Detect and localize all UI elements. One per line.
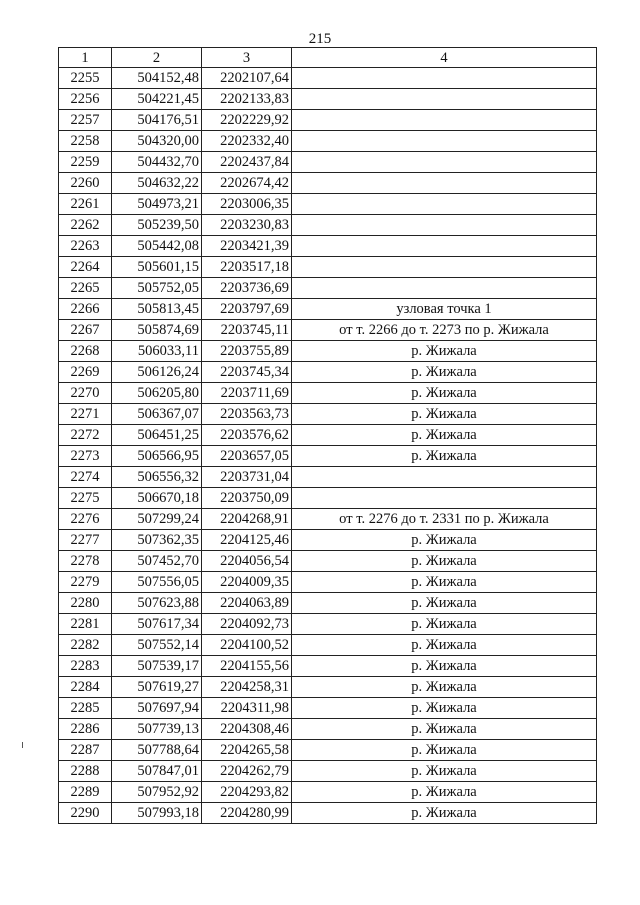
column-header-1: 1 xyxy=(59,48,112,68)
table-row xyxy=(59,782,597,803)
x-coordinate-cell: 506566,95 xyxy=(112,446,202,467)
x-coordinate-cell: 506126,24 xyxy=(112,362,202,383)
table-row xyxy=(59,110,597,131)
point-number-cell: 2261 xyxy=(59,194,112,215)
x-coordinate-cell: 504320,00 xyxy=(112,131,202,152)
point-number-cell: 2285 xyxy=(59,698,112,719)
point-number-cell: 2257 xyxy=(59,110,112,131)
x-coordinate-cell: 507993,18 xyxy=(112,803,202,824)
x-coordinate-cell: 507452,70 xyxy=(112,551,202,572)
point-number-cell: 2271 xyxy=(59,404,112,425)
description-cell: от т. 2276 до т. 2331 по р. Жижала xyxy=(292,509,597,530)
point-number-cell: 2272 xyxy=(59,425,112,446)
table-row xyxy=(59,362,597,383)
x-coordinate-cell: 506205,80 xyxy=(112,383,202,404)
point-number-cell: 2265 xyxy=(59,278,112,299)
description-cell xyxy=(292,278,597,299)
y-coordinate-cell: 2203563,73 xyxy=(202,404,292,425)
x-coordinate-cell: 505442,08 xyxy=(112,236,202,257)
table-row xyxy=(59,509,597,530)
table-row xyxy=(59,656,597,677)
table-row xyxy=(59,278,597,299)
point-number-cell: 2260 xyxy=(59,173,112,194)
point-number-cell: 2290 xyxy=(59,803,112,824)
y-coordinate-cell: 2204258,31 xyxy=(202,677,292,698)
table-header-row xyxy=(59,48,597,68)
table-row xyxy=(59,152,597,173)
point-number-cell: 2273 xyxy=(59,446,112,467)
description-cell xyxy=(292,152,597,173)
y-coordinate-cell: 2204100,52 xyxy=(202,635,292,656)
y-coordinate-cell: 2203797,69 xyxy=(202,299,292,320)
description-cell: р. Жижала xyxy=(292,635,597,656)
table-row xyxy=(59,572,597,593)
x-coordinate-cell: 507952,92 xyxy=(112,782,202,803)
description-cell xyxy=(292,236,597,257)
x-coordinate-cell: 507617,34 xyxy=(112,614,202,635)
point-number-cell: 2283 xyxy=(59,656,112,677)
y-coordinate-cell: 2203006,35 xyxy=(202,194,292,215)
point-number-cell: 2263 xyxy=(59,236,112,257)
description-cell: р. Жижала xyxy=(292,530,597,551)
point-number-cell: 2275 xyxy=(59,488,112,509)
description-cell xyxy=(292,173,597,194)
y-coordinate-cell: 2203755,89 xyxy=(202,341,292,362)
y-coordinate-cell: 2203711,69 xyxy=(202,383,292,404)
table-row xyxy=(59,236,597,257)
description-cell xyxy=(292,194,597,215)
x-coordinate-cell: 507299,24 xyxy=(112,509,202,530)
y-coordinate-cell: 2204308,46 xyxy=(202,719,292,740)
table-row xyxy=(59,677,597,698)
point-number-cell: 2277 xyxy=(59,530,112,551)
point-number-cell: 2258 xyxy=(59,131,112,152)
x-coordinate-cell: 507539,17 xyxy=(112,656,202,677)
x-coordinate-cell: 504221,45 xyxy=(112,89,202,110)
point-number-cell: 2264 xyxy=(59,257,112,278)
table-row xyxy=(59,215,597,236)
y-coordinate-cell: 2202107,64 xyxy=(202,68,292,89)
x-coordinate-cell: 507623,88 xyxy=(112,593,202,614)
y-coordinate-cell: 2203745,34 xyxy=(202,362,292,383)
description-cell: р. Жижала xyxy=(292,614,597,635)
x-coordinate-cell: 506556,32 xyxy=(112,467,202,488)
description-cell: р. Жижала xyxy=(292,782,597,803)
description-cell: р. Жижала xyxy=(292,803,597,824)
table-row xyxy=(59,257,597,278)
table-row xyxy=(59,131,597,152)
table-row xyxy=(59,446,597,467)
table-row xyxy=(59,593,597,614)
x-coordinate-cell: 505752,05 xyxy=(112,278,202,299)
table-row xyxy=(59,530,597,551)
point-number-cell: 2267 xyxy=(59,320,112,341)
description-cell: р. Жижала xyxy=(292,404,597,425)
description-cell: р. Жижала xyxy=(292,425,597,446)
point-number-cell: 2255 xyxy=(59,68,112,89)
point-number-cell: 2269 xyxy=(59,362,112,383)
y-coordinate-cell: 2203731,04 xyxy=(202,467,292,488)
x-coordinate-cell: 506367,07 xyxy=(112,404,202,425)
table-row xyxy=(59,488,597,509)
x-coordinate-cell: 505874,69 xyxy=(112,320,202,341)
description-cell: р. Жижала xyxy=(292,698,597,719)
description-cell: от т. 2266 до т. 2273 по р. Жижала xyxy=(292,320,597,341)
point-number-cell: 2280 xyxy=(59,593,112,614)
x-coordinate-cell: 507788,64 xyxy=(112,740,202,761)
table-row xyxy=(59,803,597,824)
point-number-cell: 2268 xyxy=(59,341,112,362)
description-cell: р. Жижала xyxy=(292,719,597,740)
x-coordinate-cell: 504176,51 xyxy=(112,110,202,131)
scan-mark xyxy=(22,742,23,748)
page-number: 215 xyxy=(308,31,332,47)
column-header-3: 3 xyxy=(202,48,292,68)
y-coordinate-cell: 2203750,09 xyxy=(202,488,292,509)
y-coordinate-cell: 2204311,98 xyxy=(202,698,292,719)
y-coordinate-cell: 2204262,79 xyxy=(202,761,292,782)
table-row xyxy=(59,761,597,782)
table-row xyxy=(59,551,597,572)
point-number-cell: 2266 xyxy=(59,299,112,320)
column-header-2: 2 xyxy=(112,48,202,68)
description-cell xyxy=(292,89,597,110)
point-number-cell: 2270 xyxy=(59,383,112,404)
y-coordinate-cell: 2204280,99 xyxy=(202,803,292,824)
y-coordinate-cell: 2204009,35 xyxy=(202,572,292,593)
description-cell: р. Жижала xyxy=(292,572,597,593)
x-coordinate-cell: 506033,11 xyxy=(112,341,202,362)
y-coordinate-cell: 2204056,54 xyxy=(202,551,292,572)
point-number-cell: 2278 xyxy=(59,551,112,572)
description-cell xyxy=(292,467,597,488)
x-coordinate-cell: 507552,14 xyxy=(112,635,202,656)
description-cell xyxy=(292,215,597,236)
table-row xyxy=(59,320,597,341)
y-coordinate-cell: 2202133,83 xyxy=(202,89,292,110)
description-cell: р. Жижала xyxy=(292,551,597,572)
table-row xyxy=(59,194,597,215)
x-coordinate-cell: 506451,25 xyxy=(112,425,202,446)
y-coordinate-cell: 2203745,11 xyxy=(202,320,292,341)
point-number-cell: 2286 xyxy=(59,719,112,740)
table-row xyxy=(59,299,597,320)
table-row xyxy=(59,89,597,110)
y-coordinate-cell: 2204125,46 xyxy=(202,530,292,551)
x-coordinate-cell: 505239,50 xyxy=(112,215,202,236)
description-cell xyxy=(292,68,597,89)
y-coordinate-cell: 2203657,05 xyxy=(202,446,292,467)
description-cell: узловая точка 1 xyxy=(292,299,597,320)
point-number-cell: 2281 xyxy=(59,614,112,635)
point-number-cell: 2282 xyxy=(59,635,112,656)
y-coordinate-cell: 2204092,73 xyxy=(202,614,292,635)
y-coordinate-cell: 2204268,91 xyxy=(202,509,292,530)
y-coordinate-cell: 2204265,58 xyxy=(202,740,292,761)
point-number-cell: 2289 xyxy=(59,782,112,803)
column-header-4: 4 xyxy=(292,48,597,68)
description-cell: р. Жижала xyxy=(292,362,597,383)
description-cell: р. Жижала xyxy=(292,740,597,761)
table-row xyxy=(59,68,597,89)
x-coordinate-cell: 504632,22 xyxy=(112,173,202,194)
point-number-cell: 2279 xyxy=(59,572,112,593)
table-row xyxy=(59,719,597,740)
y-coordinate-cell: 2204063,89 xyxy=(202,593,292,614)
x-coordinate-cell: 507697,94 xyxy=(112,698,202,719)
point-number-cell: 2262 xyxy=(59,215,112,236)
y-coordinate-cell: 2204293,82 xyxy=(202,782,292,803)
x-coordinate-cell: 504432,70 xyxy=(112,152,202,173)
point-number-cell: 2287 xyxy=(59,740,112,761)
y-coordinate-cell: 2203517,18 xyxy=(202,257,292,278)
description-cell xyxy=(292,488,597,509)
x-coordinate-cell: 505813,45 xyxy=(112,299,202,320)
table-row xyxy=(59,404,597,425)
point-number-cell: 2274 xyxy=(59,467,112,488)
y-coordinate-cell: 2203576,62 xyxy=(202,425,292,446)
description-cell: р. Жижала xyxy=(292,446,597,467)
x-coordinate-cell: 507619,27 xyxy=(112,677,202,698)
y-coordinate-cell: 2203736,69 xyxy=(202,278,292,299)
y-coordinate-cell: 2202332,40 xyxy=(202,131,292,152)
point-number-cell: 2284 xyxy=(59,677,112,698)
description-cell: р. Жижала xyxy=(292,761,597,782)
description-cell: р. Жижала xyxy=(292,341,597,362)
x-coordinate-cell: 507362,35 xyxy=(112,530,202,551)
point-number-cell: 2276 xyxy=(59,509,112,530)
y-coordinate-cell: 2203421,39 xyxy=(202,236,292,257)
y-coordinate-cell: 2203230,83 xyxy=(202,215,292,236)
x-coordinate-cell: 506670,18 xyxy=(112,488,202,509)
x-coordinate-cell: 507739,13 xyxy=(112,719,202,740)
description-cell xyxy=(292,110,597,131)
table-row xyxy=(59,173,597,194)
table-row xyxy=(59,425,597,446)
table-row xyxy=(59,635,597,656)
point-number-cell: 2259 xyxy=(59,152,112,173)
x-coordinate-cell: 507847,01 xyxy=(112,761,202,782)
y-coordinate-cell: 2202229,92 xyxy=(202,110,292,131)
description-cell: р. Жижала xyxy=(292,656,597,677)
description-cell xyxy=(292,257,597,278)
x-coordinate-cell: 504152,48 xyxy=(112,68,202,89)
table-body xyxy=(59,68,597,824)
description-cell xyxy=(292,131,597,152)
table-row xyxy=(59,740,597,761)
x-coordinate-cell: 504973,21 xyxy=(112,194,202,215)
table-row xyxy=(59,698,597,719)
description-cell: р. Жижала xyxy=(292,677,597,698)
x-coordinate-cell: 505601,15 xyxy=(112,257,202,278)
description-cell: р. Жижала xyxy=(292,383,597,404)
table-row xyxy=(59,614,597,635)
point-number-cell: 2256 xyxy=(59,89,112,110)
y-coordinate-cell: 2202437,84 xyxy=(202,152,292,173)
point-number-cell: 2288 xyxy=(59,761,112,782)
y-coordinate-cell: 2204155,56 xyxy=(202,656,292,677)
x-coordinate-cell: 507556,05 xyxy=(112,572,202,593)
description-cell: р. Жижала xyxy=(292,593,597,614)
table-row xyxy=(59,383,597,404)
table-row xyxy=(59,467,597,488)
y-coordinate-cell: 2202674,42 xyxy=(202,173,292,194)
table-row xyxy=(59,341,597,362)
coordinates-table xyxy=(58,47,597,824)
